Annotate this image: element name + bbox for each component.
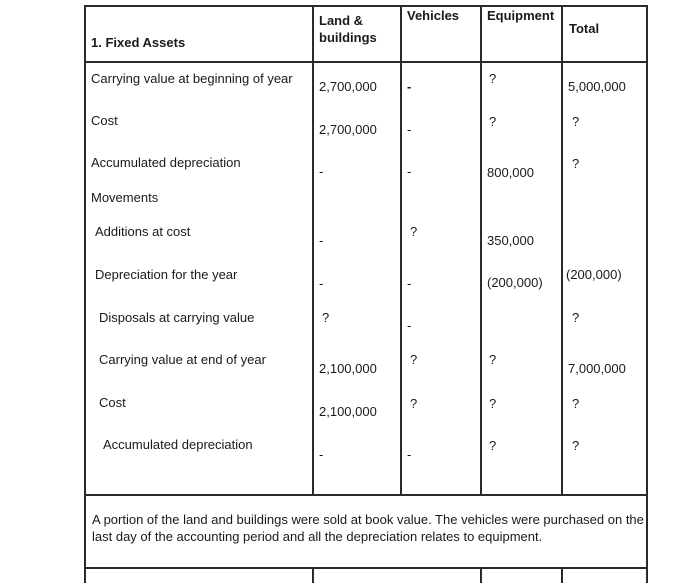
cell-land: - [319, 447, 324, 462]
next-row-divider-1 [312, 567, 314, 583]
cell-land: - [319, 233, 324, 248]
cell-land: 2,100,000 [319, 361, 377, 376]
row-label: Disposals at carrying value [99, 310, 255, 325]
header-vehicles: Vehicles [407, 8, 460, 23]
table-border-left [84, 5, 86, 583]
table-border-top [84, 5, 648, 7]
cell-total: ? [572, 396, 580, 411]
cell-land: ? [322, 310, 330, 325]
cell-vehicles: ? [410, 224, 418, 239]
cell-vehicles: ? [410, 396, 418, 411]
table-note: A portion of the land and buildings were sold at book value. The vehicles were purchased on the last day of the accounting period and all the depreciation relates to equipment. [92, 512, 644, 544]
cell-total: 7,000,000 [568, 361, 626, 376]
cell-land: 2,100,000 [319, 404, 377, 419]
column-divider-equipment [480, 5, 482, 495]
table-body-bottom [84, 494, 648, 496]
row-label: Cost [91, 113, 118, 128]
cell-equipment: ? [489, 438, 497, 453]
table-border-right [646, 5, 648, 583]
header-equipment: Equipment [487, 8, 555, 23]
column-divider-vehicles [400, 5, 402, 495]
header-total: Total [569, 21, 600, 36]
section-heading: 1. Fixed Assets [91, 35, 186, 50]
cell-total: ? [572, 114, 580, 129]
row-label: Accumulated depreciation [91, 155, 241, 170]
cell-equipment: ? [489, 396, 497, 411]
cell-vehicles: - [407, 447, 412, 462]
cell-total: ? [572, 156, 580, 171]
row-label: Depreciation for the year [95, 267, 238, 282]
cell-land: - [319, 164, 324, 179]
cell-vehicles: - [407, 79, 412, 94]
cell-equipment: ? [489, 352, 497, 367]
cell-vehicles: ? [410, 352, 418, 367]
row-label: Cost [99, 395, 126, 410]
row-label: Carrying value at beginning of year [91, 71, 293, 86]
column-divider-land [312, 5, 314, 495]
row-label: Movements [91, 190, 159, 205]
cell-total: ? [572, 438, 580, 453]
cell-total: (200,000) [566, 267, 622, 282]
cell-land: 2,700,000 [319, 122, 377, 137]
cell-vehicles: - [407, 318, 412, 333]
cell-total: 5,000,000 [568, 79, 626, 94]
cell-vehicles: - [407, 164, 412, 179]
cell-equipment: 800,000 [487, 165, 534, 180]
next-row-divider-2 [480, 567, 482, 583]
cell-land: 2,700,000 [319, 79, 377, 94]
cell-vehicles: - [407, 276, 412, 291]
header-land-line1: Land & [319, 13, 364, 28]
cell-equipment: ? [489, 114, 497, 129]
cell-vehicles: - [407, 122, 412, 137]
note-bottom [84, 567, 648, 569]
header-separator [84, 61, 648, 63]
column-divider-total [561, 5, 563, 495]
row-label: Additions at cost [95, 224, 191, 239]
cell-equipment: (200,000) [487, 275, 543, 290]
cell-total: ? [572, 310, 580, 325]
cell-land: - [319, 276, 324, 291]
header-land-line2: buildings [319, 30, 377, 45]
cell-equipment: 350,000 [487, 233, 534, 248]
cell-equipment: ? [489, 71, 497, 86]
row-label: Accumulated depreciation [103, 437, 253, 452]
row-label: Carrying value at end of year [99, 352, 266, 367]
next-row-divider-3 [561, 567, 563, 583]
